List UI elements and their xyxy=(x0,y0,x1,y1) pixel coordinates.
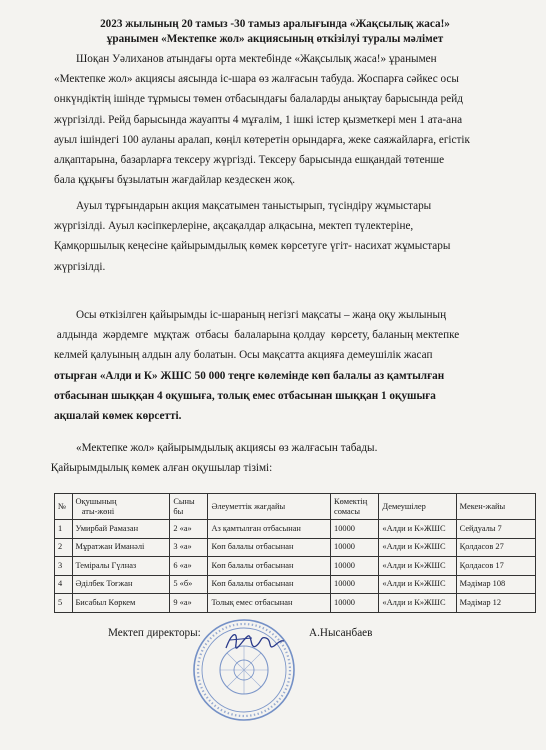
paragraph-line: алдында жәрдемге мұқтаж отбасы балаларына қолдау көрсету, баланың мектепке xyxy=(54,329,460,342)
header-name-line-1: Оқушының xyxy=(75,496,117,506)
table-header-row xyxy=(55,494,536,520)
cell-status: Көп балалы отбасынан xyxy=(208,575,331,594)
cell-name: Умирбай Рамазан xyxy=(72,520,170,539)
director-signature-image xyxy=(222,626,286,660)
paragraph-2 xyxy=(54,196,524,277)
cell-number: 4 xyxy=(55,575,73,594)
cell-class: 9 «а» xyxy=(170,594,208,613)
cell-sponsor: «Алди и К»ЖШС xyxy=(379,594,456,613)
paragraph-line: Шоқан Уәлиханов атындағы орта мектебінде «Жақсылық жаса!» ұранымен xyxy=(76,53,437,65)
header-sum-line-2: сомасы xyxy=(334,506,361,516)
paragraph-line: ауыл ішіндегі 100 ауланы аралап, көңіл көтеретін орындарға, жеке саяжайларға, егістік xyxy=(54,133,470,146)
paragraph-4 xyxy=(48,438,524,478)
header-class-line-1: Сыны xyxy=(173,496,195,506)
cell-sum: 10000 xyxy=(331,594,379,613)
table-row xyxy=(55,594,536,613)
paragraph-line: «Мектепке жол» қайырымдылық акциясы өз жалғасын табады. xyxy=(76,442,378,454)
cell-address: Қолдасов 17 xyxy=(456,557,535,576)
cell-class: 5 «б» xyxy=(170,575,208,594)
cell-status: Аз қамтылған отбасынан xyxy=(208,520,331,539)
cell-status: Көп балалы отбасынан xyxy=(208,557,331,576)
cell-sum: 10000 xyxy=(331,575,379,594)
paragraph-line: Қамқоршылық кеңесіне қайырымдылық көмек көрсетуге үгіт- насихат жұмыстары xyxy=(54,240,451,253)
table-row xyxy=(55,520,536,539)
table-row xyxy=(55,538,536,557)
paragraph-3 xyxy=(54,305,524,426)
header-name xyxy=(72,494,170,520)
paragraph-line: жүргізілді. Ауыл кәсіпкерлеріне, ақсақалдар алқасына, мектеп түлектеріне, xyxy=(54,220,414,233)
table-body xyxy=(55,520,536,613)
cell-class: 3 «а» xyxy=(170,538,208,557)
cell-sponsor: «Алди и К»ЖШС xyxy=(379,520,456,539)
cell-status: Көп балалы отбасынан xyxy=(208,538,331,557)
list-title: Қайырымдылық көмек алған оқушылар тізімі: xyxy=(48,462,273,475)
cell-name: Мұратжан Иманәлі xyxy=(72,538,170,557)
title-line-2: ұранымен «Мектепке жол» акциясының өткізілуі туралы мәлімет xyxy=(106,33,444,45)
header-address: Мекен-жайы xyxy=(456,494,535,520)
paragraph-line-bold: отбасынан шыққан 4 оқушыға, толық емес отбасынан шыққан 1 оқушыға xyxy=(54,389,436,402)
cell-status: Толық емес отбасынан xyxy=(208,594,331,613)
cell-address: Мәдімар 108 xyxy=(456,575,535,594)
paragraph-line: алқаптарына, базарларға тексеру жүргізді. Тексеру барысында ешқандай төтенше xyxy=(54,154,445,167)
paragraph-line: келмей қалуының алдын алу болатын. Осы мақсатта акцияға демеушілік жасап xyxy=(54,349,433,362)
paragraph-line: бала құқығы бұзылатын жағдайлар кездескен жоқ. xyxy=(54,174,296,187)
cell-name: Бисабыл Көркем xyxy=(72,594,170,613)
cell-address: Сейдуалы 7 xyxy=(456,520,535,539)
paragraph-line-bold: ақшалай көмек көрсетті. xyxy=(54,410,182,423)
cell-sum: 10000 xyxy=(331,557,379,576)
header-class xyxy=(170,494,208,520)
paragraph-line: жүргізілді. xyxy=(54,260,106,273)
cell-number: 1 xyxy=(55,520,73,539)
paragraph-line: жүргізілді. Рейд барысында жауапты 4 мұғалім, 1 ішкі істер қызметкері мен 1 ата-ана xyxy=(54,113,463,126)
cell-class: 6 «а» xyxy=(170,557,208,576)
cell-class: 2 «а» xyxy=(170,520,208,539)
cell-address: Мәдімар 12 xyxy=(456,594,535,613)
header-name-line-2: аты-жөні xyxy=(75,506,115,516)
cell-sponsor: «Алди и К»ЖШС xyxy=(379,575,456,594)
title-line-1: 2023 жылының 20 тамыз -30 тамыз аралығында «Жақсылық жаса!» xyxy=(100,18,450,30)
paragraph-line: Осы өткізілген қайырымды іс-шараның негізгі мақсаты – жаңа оқу жылының xyxy=(76,309,447,321)
cell-number: 2 xyxy=(55,538,73,557)
paragraph-line: «Мектепке жол» акциясы аясында іс-шара өз жалғасын табуда. Жоспарға сәйкес осы xyxy=(54,73,459,86)
paragraph-line: Ауыл тұрғындарын акция мақсатымен таныстырып, түсіндіру жұмыстары xyxy=(76,200,432,212)
cell-sponsor: «Алди и К»ЖШС xyxy=(379,557,456,576)
cell-name: Әділбек Тоғжан xyxy=(72,575,170,594)
paragraph-line: онкүндіктің ішінде тұрмысы төмен отбасындағы балаларды анықтау барысында рейд xyxy=(54,93,463,106)
table-row xyxy=(55,557,536,576)
cell-sponsor: «Алди и К»ЖШС xyxy=(379,538,456,557)
header-sum xyxy=(331,494,379,520)
paragraph-line-bold: отырған «Алди и К» ЖШС 50 000 теңге көлемінде көп балалы аз қамтылған xyxy=(54,369,445,382)
cell-sum: 10000 xyxy=(331,520,379,539)
header-status: Әлеуметтік жағдайы xyxy=(208,494,331,520)
header-number: № xyxy=(55,494,73,520)
cell-name: Теміралы Гүлназ xyxy=(72,557,170,576)
students-table xyxy=(54,493,536,613)
document-title xyxy=(60,17,490,47)
cell-sum: 10000 xyxy=(331,538,379,557)
cell-number: 3 xyxy=(55,557,73,576)
table-row xyxy=(55,575,536,594)
director-name: А.Нысанбаев xyxy=(309,627,373,639)
cell-number: 5 xyxy=(55,594,73,613)
paragraph-1 xyxy=(54,49,524,190)
header-sum-line-1: Көмектің xyxy=(334,496,368,506)
header-class-line-2: бы xyxy=(173,506,184,516)
cell-address: Қолдасов 27 xyxy=(456,538,535,557)
header-sponsor: Демеушілер xyxy=(379,494,456,520)
director-role: Мектеп директоры: xyxy=(108,627,201,639)
